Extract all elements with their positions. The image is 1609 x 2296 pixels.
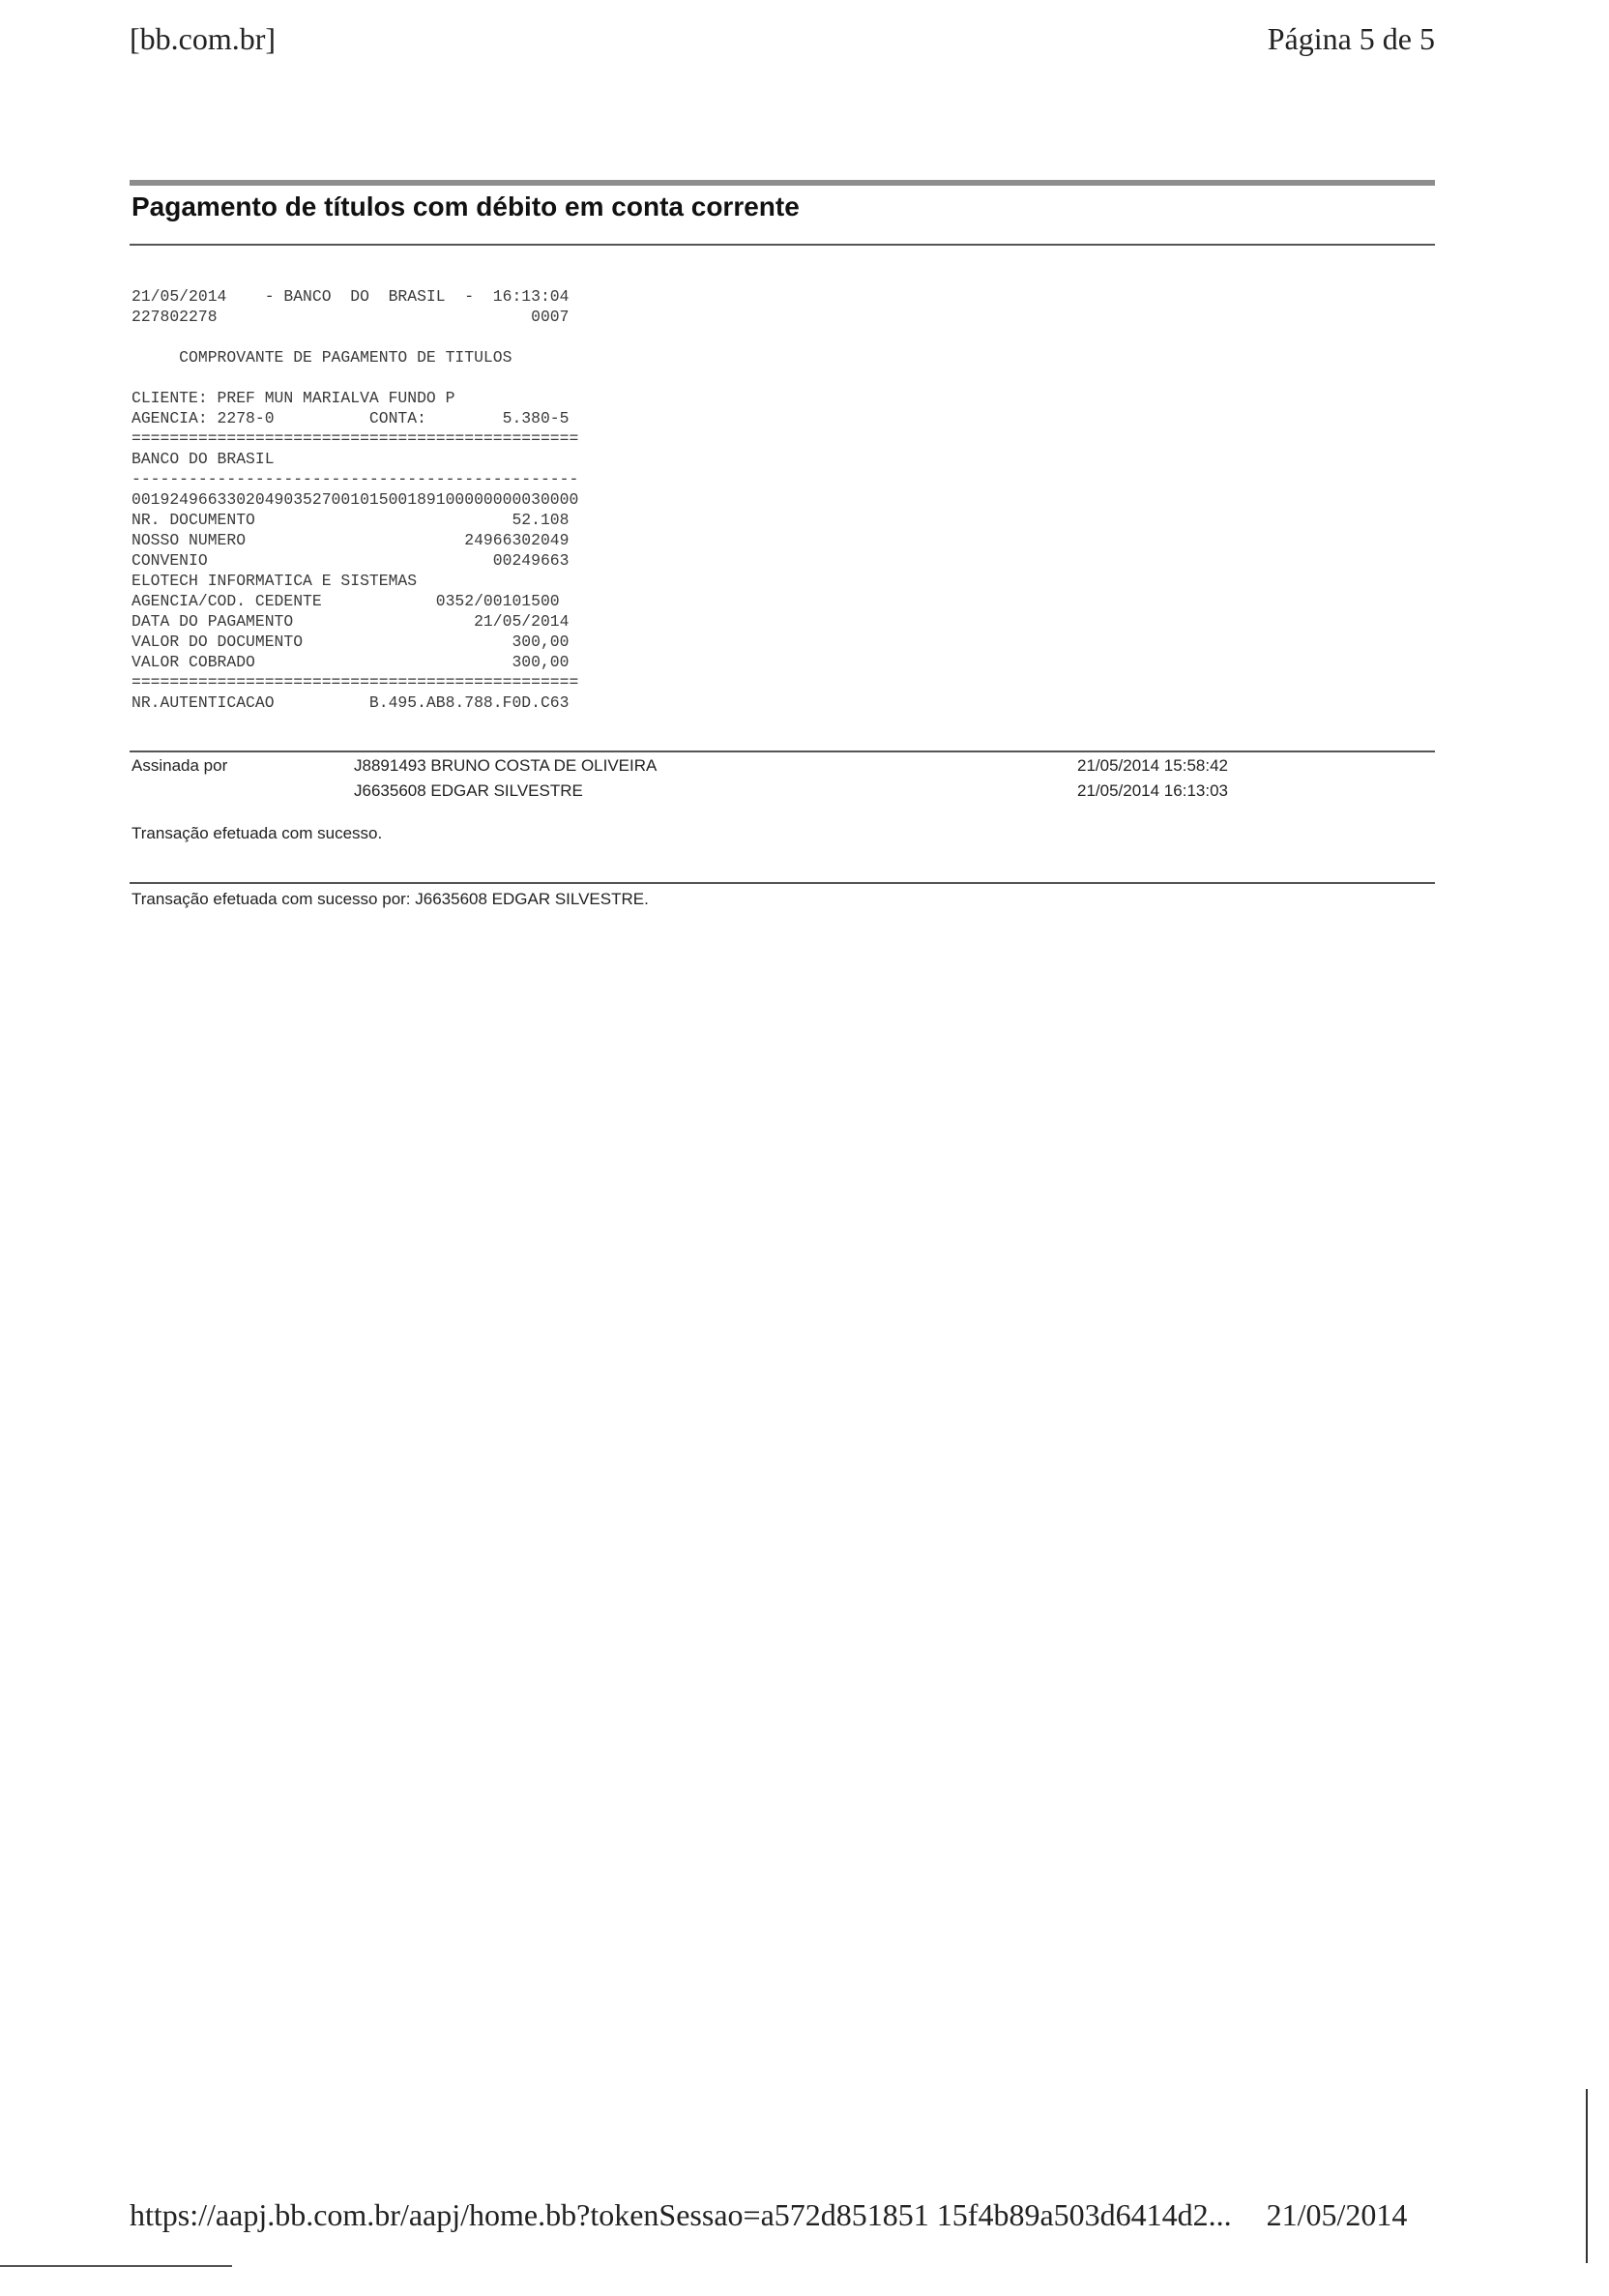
receipt-line: =============================================== — [132, 673, 579, 692]
receipt-line: BANCO DO BRASIL — [132, 450, 275, 468]
header-page-number: Página 5 de 5 — [1267, 21, 1435, 56]
receipt-line: NOSSO NUMERO 24966302049 — [132, 531, 570, 549]
scan-bottom-line — [0, 2265, 232, 2267]
receipt-line: 21/05/2014 - BANCO DO BRASIL - 16:13:04 — [132, 287, 570, 306]
signer-name: J8891493 BRUNO COSTA DE OLIVEIRA — [354, 756, 658, 775]
signer-name: J6635608 EDGAR SILVESTRE — [354, 781, 583, 800]
signature-datetime: 21/05/2014 15:58:42 — [1077, 756, 1228, 775]
receipt-line — [132, 327, 673, 347]
receipt-line: AGENCIA: 2278-0 CONTA: 5.380-5 — [132, 409, 570, 427]
receipt-line: 00192496633020490352700101500189100000000030000 — [132, 490, 579, 509]
signature-datetime: 21/05/2014 16:13:03 — [1077, 781, 1228, 800]
page-title: Pagamento de títulos com débito em conta corrente — [132, 191, 800, 221]
signature-divider — [130, 751, 1435, 752]
receipt-line — [132, 368, 673, 388]
transaction-status: Transação efetuada com sucesso. — [132, 824, 383, 842]
header-site: [bb.com.br] — [130, 21, 277, 56]
receipt-line: 227802278 0007 — [132, 308, 570, 326]
title-band — [130, 180, 1435, 186]
receipt-line: NR. DOCUMENTO 52.108 — [132, 511, 570, 529]
receipt-line: DATA DO PAGAMENTO 21/05/2014 — [132, 612, 570, 631]
signed-by-label: Assinada por — [132, 756, 228, 775]
status-divider — [130, 882, 1435, 884]
footer-date: 21/05/2014 — [1266, 2197, 1408, 2232]
scan-margin-line — [1586, 2089, 1588, 2263]
receipt-line: NR.AUTENTICACAO B.495.AB8.788.F0D.C63 — [132, 693, 570, 712]
title-divider — [130, 244, 1435, 246]
receipt-line: COMPROVANTE DE PAGAMENTO DE TITULOS — [132, 348, 512, 367]
receipt-line: ELOTECH INFORMATICA E SISTEMAS — [132, 572, 418, 590]
footer-url: https://aapj.bb.com.br/aapj/home.bb?tokenSessao=a572d851851 15f4b89a503d6414d2... — [130, 2197, 1232, 2232]
transaction-status-by: Transação efetuada com sucesso por: J6635608 EDGAR SILVESTRE. — [132, 890, 649, 908]
receipt-line: CONVENIO 00249663 — [132, 551, 570, 570]
payment-receipt — [132, 286, 673, 713]
receipt-line: VALOR DO DOCUMENTO 300,00 — [132, 633, 570, 651]
receipt-line: VALOR COBRADO 300,00 — [132, 653, 570, 671]
receipt-line: ----------------------------------------------- — [132, 470, 579, 488]
receipt-line: AGENCIA/COD. CEDENTE 0352/00101500 — [132, 592, 560, 610]
receipt-line: CLIENTE: PREF MUN MARIALVA FUNDO P — [132, 389, 455, 407]
receipt-line: =============================================== — [132, 429, 579, 448]
